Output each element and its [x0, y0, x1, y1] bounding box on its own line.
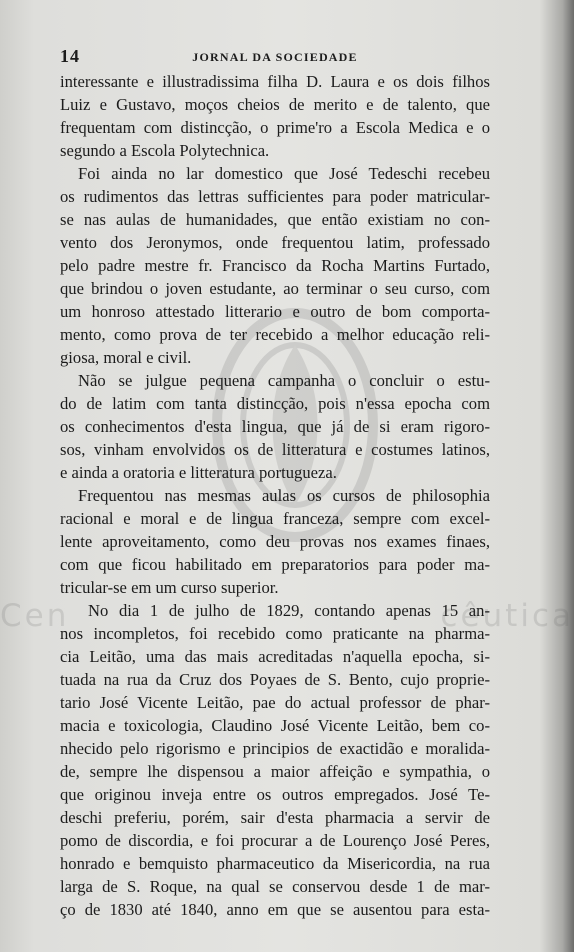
text-line: mento, como prova de ter recebido a melhor educação reli-: [60, 325, 490, 344]
text-line: com que ficou habilitado em preparatorios para poder ma-: [60, 555, 490, 574]
text-line: que originou inveja entre os outros empregados. José Te-: [60, 785, 490, 804]
text-line: tricular-se em um curso superior.: [60, 578, 279, 597]
text-line: sos, vinham envolvidos os de litteratura e costumes latinos,: [60, 440, 490, 459]
text-line: que brindou o joven estudante, ao terminar o seu curso, com: [60, 279, 490, 298]
text-line: ço de 1830 até 1840, anno em que se ausentou para esta-: [60, 900, 490, 919]
text-line: No dia 1 de julho de 1829, contando apenas 15 an-: [88, 601, 490, 620]
text-line: Luiz e Gustavo, moços cheios de merito e de talento, que: [60, 95, 490, 114]
text-line: interessante e illustradissima filha D. Laura e os dois filhos: [60, 72, 490, 91]
text-line: segundo a Escola Polytechnica.: [60, 141, 270, 160]
text-line: de, sempre lhe dispensou a maior affeição e sympathia, o: [60, 762, 490, 781]
text-line: pelo padre mestre fr. Francisco da Rocha Martins Furtado,: [60, 256, 490, 275]
text-line: deschi preferiu, porém, sair d'esta pharmacia a servir de: [60, 808, 490, 827]
text-line: os conhecimentos d'esta lingua, que já de si eram rigoro-: [60, 417, 490, 436]
text-line: e ainda a oratoria e litteratura portugueza.: [60, 463, 337, 482]
page-header: [60, 46, 490, 68]
text-line: do de latim com tanta distincção, pois n'essa epocha com: [60, 394, 490, 413]
text-line: nos incompletos, foi recebido como praticante na pharma-: [60, 624, 490, 643]
text-line: nhecido pelo rigorismo e principios de exactidão e moralida-: [60, 739, 490, 758]
text-line: lente aproveitamento, como deu provas nos exames finaes,: [60, 532, 490, 551]
text-line: pomo de discordia, e foi procurar a de Lourenço José Peres,: [60, 831, 490, 850]
text-line: racional e moral e de lingua franceza, sempre com excel-: [60, 509, 490, 528]
text-line: tuada na rua da Cruz dos Poyaes de S. Bento, cujo proprie-: [60, 670, 490, 689]
text-line: Frequentou nas mesmas aulas os cursos de philosophia: [78, 486, 490, 505]
text-line: os rudimentos das lettras sufficientes para poder matricular-: [60, 187, 490, 206]
text-line: um honroso attestado litterario e outro de bom comporta-: [60, 302, 490, 321]
text-line: vento dos Jeronymos, onde frequentou latim, professado: [60, 233, 490, 252]
text-line: giosa, moral e civil.: [60, 348, 192, 367]
watermark-left-text: Cen: [0, 598, 70, 634]
text-line: se nas aulas de humanidades, que então existiam no con-: [60, 210, 490, 229]
body-text: [60, 70, 490, 921]
text-line: cia Leitão, uma das mais acreditadas n'aquella epocha, si-: [60, 647, 490, 666]
text-line: macia e toxicologia, Claudino José Vicente Leitão, bem co-: [60, 716, 490, 735]
text-line: larga de S. Roque, na qual se conservou desde 1 de mar-: [60, 877, 490, 896]
text-line: frequentam com distincção, o prime'ro a Escola Medica e o: [60, 118, 490, 137]
page-number: 14: [60, 46, 80, 66]
text-line: tario José Vicente Leitão, pae do actual professor de phar-: [60, 693, 490, 712]
running-title: JORNAL DA SOCIEDADE: [192, 50, 358, 64]
text-line: Foi ainda no lar domestico que José Tedeschi recebeu: [78, 164, 490, 183]
watermark-right-text: cêutica: [440, 598, 574, 634]
text-line: Não se julgue pequena campanha o concluir o estu-: [78, 371, 490, 390]
text-line: honrado e bemquisto pharmaceutico da Misericordia, na rua: [60, 854, 490, 873]
